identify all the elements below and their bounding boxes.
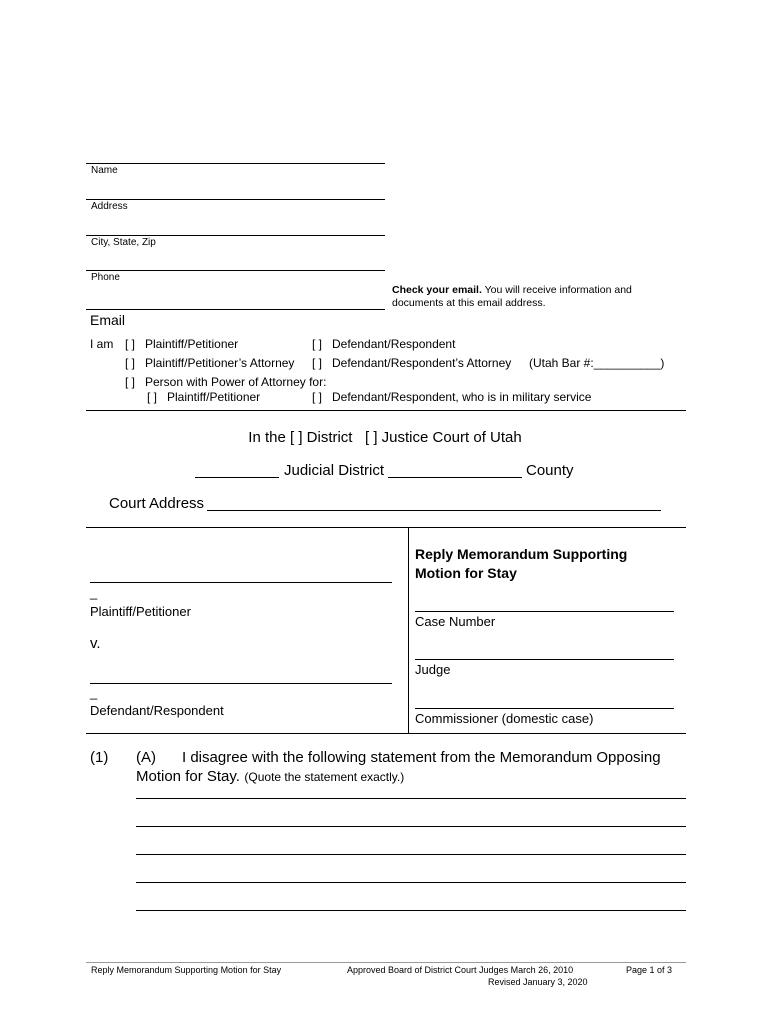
case-number-blank[interactable] — [415, 611, 674, 612]
footer-rule — [86, 962, 686, 963]
checkbox-box: [ ] — [147, 390, 158, 404]
city-label: City, State, Zip — [91, 237, 156, 248]
item-text-line1: I disagree with the following statement from the Memorandum Opposing — [182, 749, 661, 766]
judge-blank[interactable] — [415, 659, 674, 660]
plaintiff-underscore: _ — [90, 585, 98, 600]
commissioner-label: Commissioner (domestic case) — [415, 711, 594, 726]
footer-title: Reply Memorandum Supporting Motion for Stay — [91, 965, 282, 975]
statement-line-5[interactable] — [136, 910, 686, 911]
plaintiff-attorney-label: Plaintiff/Petitioner’s Attorney — [145, 356, 295, 370]
statement-line-3[interactable] — [136, 854, 686, 855]
court-address-blank[interactable] — [207, 510, 661, 511]
statement-line-4[interactable] — [136, 882, 686, 883]
checkbox-plaintiff[interactable] — [125, 337, 238, 351]
county-label: County — [526, 462, 574, 479]
checkbox-plaintiff-attorney[interactable] — [125, 356, 294, 370]
caption-divider — [408, 527, 409, 734]
checkbox-defendant[interactable] — [312, 337, 455, 351]
judicial-district-label: Judicial District — [284, 462, 385, 479]
defendant-option-label: Defendant/Respondent — [332, 337, 456, 351]
footer-revised: Revised January 3, 2020 — [488, 977, 588, 987]
name-label: Name — [91, 165, 118, 176]
commissioner-blank[interactable] — [415, 708, 674, 709]
defendant-attorney-label: Defendant/Respondent’s Attorney — [332, 356, 512, 370]
document-title — [415, 545, 627, 583]
checkbox-box: [ ] — [312, 390, 323, 404]
versus-label: v. — [90, 635, 101, 652]
checkbox-box: [ ] — [125, 356, 136, 370]
defendant-underscore: _ — [90, 685, 98, 700]
caption-bottom-border — [86, 733, 686, 734]
checkbox-power-of-attorney[interactable] — [125, 375, 326, 389]
plaintiff-caption-label: Plaintiff/Petitioner — [90, 604, 191, 619]
item-instruction: (Quote the statement exactly.) — [244, 770, 405, 784]
item-number: (1) — [90, 749, 109, 766]
defendant-caption-label: Defendant/Respondent — [90, 703, 224, 718]
email-note-text: You will receive information and documents at this email address. — [392, 284, 632, 309]
checkbox-poa-defendant[interactable] — [312, 390, 591, 404]
caption-top-border — [86, 527, 686, 528]
plaintiff-name-blank[interactable] — [90, 582, 392, 583]
address-label: Address — [91, 201, 128, 212]
document-title-line1: Reply Memorandum Supporting — [415, 546, 628, 562]
statement-line-1[interactable] — [136, 798, 686, 799]
checkbox-poa-plaintiff[interactable] — [147, 390, 260, 404]
name-line — [86, 163, 385, 164]
judicial-district-blank[interactable] — [195, 477, 279, 478]
address-line — [86, 199, 385, 200]
defendant-name-blank[interactable] — [90, 683, 392, 684]
document-title-line2: Motion for Stay — [415, 565, 517, 581]
checkbox-defendant-attorney[interactable] — [312, 356, 511, 370]
item-letter: (A) — [136, 749, 156, 766]
footer-page: Page 1 of 3 — [626, 965, 673, 975]
poa-plaintiff-label: Plaintiff/Petitioner — [167, 390, 261, 404]
phone-label: Phone — [91, 272, 120, 283]
statement-line-2[interactable] — [136, 826, 686, 827]
item-text-motion: Motion for Stay. — [136, 768, 240, 785]
email-line — [86, 309, 385, 310]
poa-defendant-label: Defendant/Respondent, who is in military service — [332, 390, 592, 404]
city-line — [86, 235, 385, 236]
item-text-line2 — [136, 768, 404, 786]
power-of-attorney-label: Person with Power of Attorney for: — [145, 375, 327, 389]
court-line: In the [ ] District [ ] Justice Court of Utah — [248, 429, 522, 446]
checkbox-box: [ ] — [312, 337, 323, 351]
county-blank[interactable] — [388, 477, 522, 478]
email-label: Email — [90, 312, 126, 328]
case-number-label: Case Number — [415, 614, 496, 629]
email-note — [392, 284, 672, 310]
checkbox-box: [ ] — [125, 337, 136, 351]
court-address-label: Court Address — [109, 495, 205, 512]
phone-line — [86, 270, 385, 271]
footer-approved: Approved Board of District Court Judges March 26, 2010 — [347, 965, 574, 975]
checkbox-box: [ ] — [312, 356, 323, 370]
judge-label: Judge — [415, 662, 451, 677]
email-note-bold: Check your email. — [392, 284, 482, 296]
i-am-label: I am — [90, 337, 114, 351]
section-divider — [86, 410, 686, 411]
checkbox-box: [ ] — [125, 375, 136, 389]
bar-number-field[interactable]: (Utah Bar #:__________) — [529, 356, 665, 370]
plaintiff-option-label: Plaintiff/Petitioner — [145, 337, 239, 351]
